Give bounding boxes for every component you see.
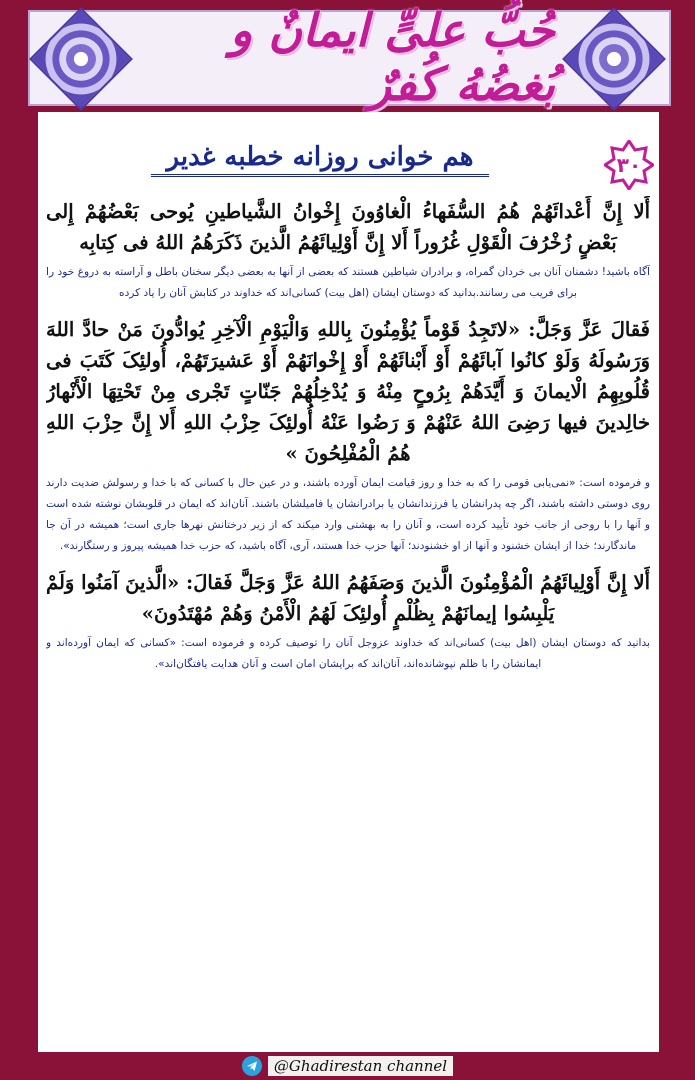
day-number-badge (604, 140, 654, 190)
sermon-content (46, 196, 650, 1026)
channel-link[interactable]: @Ghadirestan channel (268, 1056, 453, 1076)
header (0, 0, 695, 110)
page-title: هم خوانی روزانه خطبه غدیر (151, 142, 490, 177)
page-title-bar (40, 134, 600, 184)
telegram-icon[interactable] (242, 1056, 262, 1076)
calligraphy-logo: حُبُّ علیٍّ ایمانٌ و بُغضُهُ کُفرٌ (230, 3, 555, 111)
persian-translation-1: آگاه باشید! دشمنان آنان بی خردان گمراه، و برادران شیاطین هستند که بعضی از آنها به بعضی دیگر سخنان باطل و آراسته به دروغ خود را برای فریب می رسانند.بدانید که دوستان ایشان (اهل بیت) کسانی‌اند که خداوند در کتابش آنان را یاد کرده (46, 266, 650, 299)
day-number: ۳۰ (616, 153, 642, 177)
footer (0, 1052, 695, 1080)
arabic-text-2: فَقالَ عَزَّ وَجَلَّ: «لاتَجِدُ قَوْماً یُؤْمِنُونَ بِاللهِ وَالْیَوْمِ الْآخِرِ یُوادُّونَ مَنْ حادَّ اللهَ وَرَسُولَهُ وَلَوْ کانُوا آبائَهُمْ أَوْ أَبْنائَهُمْ أَوْ إِخْوانَهُمْ أَوْ عَشیرَتَهُمْ، أُولئِکَ کَتَبَ فی قُلُوبِهِمُ الْایمانَ وَ أَیَّدَهُمْ بِرُوحٍ مِنْهُ وَ یُدْخِلُهُمْ جَنّاتٍ تَجْری مِنْ تَحْتِهَا الْأَنْهارُ خالِدینَ فیها رَضِیَ اللهُ عَنْهُمْ وَ رَضُوا عَنْهُ أُولئِکَ حِزْبُ اللهِ أَلا إِنَّ حِزْبَ اللهِ هُمُ الْمُفْلِحُونَ » (46, 318, 650, 465)
persian-translation-2: و فرموده است: «نمی‌یابی قومی را که به خدا و روز قیامت ایمان آورده باشند، و در عین حال با کسانی که با خدا و رسولش ضدیت دارند روی دوستی داشته باشند، اگر چه پدرانشان یا فرزندانشان یا برادرانشان یا فامیلشان باشند. آنان‌اند که ایمان در قلوبشان نوشته شده است و آنها را با روحی از جانب خود تأیید کرده است، و آنان را به بهشتی وارد میکند که از زیر درختانش نهرها جاری است؛ همیشه در آن جا ماندگارند؛ خدا از ایشان خشنود و آنها از او خشنودند؛ آنها حزب خدا هستند، آری، آگاه باشید، که حزب خدا همیشه پیروز و رستگارند». (46, 477, 650, 552)
persian-translation-3: بدانید که دوستان ایشان (اهل بیت) کسانی‌اند که خداوند عزوجل آنان را توصیف کرده و فرموده است: «کسانی که ایمان آورده‌اند و ایمانشان را با ظلم نپوشانده‌اند، آنان‌اند که برایشان امان است و آنان هدایت یافتگان‌اند». (46, 637, 650, 670)
arabic-text-1: أَلا إِنَّ أَعْدائَهُمْ هُمُ السُّفَهاءُ الْغاوُونَ إِخْوانُ الشَّیاطینِ یُوحی بَعْضُهُمْ إِلی بَعْضٍ زُخْرُفَ الْقَوْلِ غُرُوراً أَلا إِنَّ أَوْلِیائَهُمُ الَّذینَ ذَکَرَهُمُ اللهُ فی کِتابِه (46, 200, 650, 254)
arabic-text-3: أَلا إِنَّ أَوْلِیائَهُمُ الْمُؤْمِنُونَ الَّذینَ وَصَفَهُمُ اللهُ عَزَّ وَجَلَّ فَقالَ: «الَّذینَ آمَنُوا وَلَمْ یَلْبِسُوا إیمانَهُمْ بِظُلْمٍ أُولئِکَ لَهُمُ الْأَمْنُ وَهُمْ مُهْتَدُونَ» (46, 571, 650, 625)
